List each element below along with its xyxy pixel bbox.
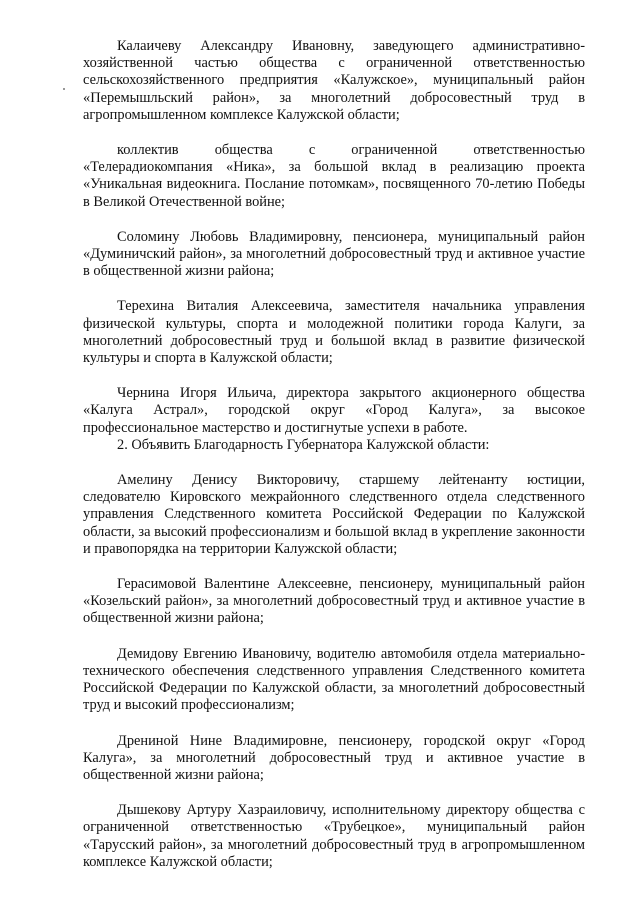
scan-speck: [63, 88, 65, 90]
section-heading: 2. Объявить Благодарность Губернатора Калужской области:: [117, 436, 490, 453]
gratitude-paragraph-dyshekov: Дышекову Артуру Хазраиловичу, исполнительному директору общества с ограниченной ответственностью «Трубецкое», муниципальный район «Тарусский район», за многолетний добросовестный труд в агропромышленном комплексе Калужской области;: [83, 802, 585, 870]
award-paragraph-solomina: Соломину Любовь Владимировну, пенсионера, муниципальный район «Думиничский район», за многолетний добросовестный труд и активное участие в общественной жизни района;: [83, 228, 585, 280]
gratitude-paragraph-gerasimova: Герасимовой Валентине Алексеевне, пенсионеру, муниципальный район «Козельский район», за многолетний добросовестный труд и активное участие в общественной жизни района;: [83, 576, 585, 627]
award-paragraph-terekhin: Терехина Виталия Алексеевича, заместителя начальника управления физической культуры, спорта и молодежной политики города Калуги, за многолетний добросовестный труд и большой вклад в развитие физической культуры и спорта в Калужской области;: [83, 298, 585, 367]
gratitude-paragraph-demidov: Демидову Евгению Ивановичу, водителю автомобиля отдела материально-технического обеспечения следственного управления Следственного комитета Российской Федерации по Калужской области, за многолетний добросовестный труд и высокий профессионализм;: [83, 645, 585, 714]
award-paragraph-chernin: Чернина Игоря Ильича, директора закрытого акционерного общества «Калуга Астрал», городской округ «Город Калуга», за высокое профессиональное мастерство и достигнутые успехи в работе.: [83, 385, 585, 436]
gratitude-paragraph-drenina: Дрениной Нине Владимировне, пенсионеру, городской округ «Город Калуга», за многолетний добросовестный труд и активное участие в общественной жизни района;: [83, 732, 585, 783]
gratitude-paragraph-amelin: Амелину Денису Викторовичу, старшему лейтенанту юстиции, следователю Кировского межрайонного следственного отдела следственного управления Следственного комитета Российской Федерации по Калужской области, за высокий профессионализм и большой вклад в укрепление законности и правопорядка на территории Калужской области;: [83, 472, 585, 557]
award-paragraph-kalaicheva: Калаичеву Александру Ивановну, заведующего административно-хозяйственной частью общества с ограниченной ответственностью сельскохозяйственного предприятия «Калужское», муниципальный район «Перемышльский район», за многолетний добросовестный труд в агропромышленном комплексе Калужской области;: [83, 38, 585, 123]
award-paragraph-nika: коллектив общества с ограниченной ответственностью «Телерадиокомпания «Ника», за большой вклад в реализацию проекта «Уникальная видеокнига. Послание потомкам», посвященного 70-летию Победы в Великой Отечественной войне;: [83, 142, 585, 210]
document-page: [83, 38, 585, 871]
